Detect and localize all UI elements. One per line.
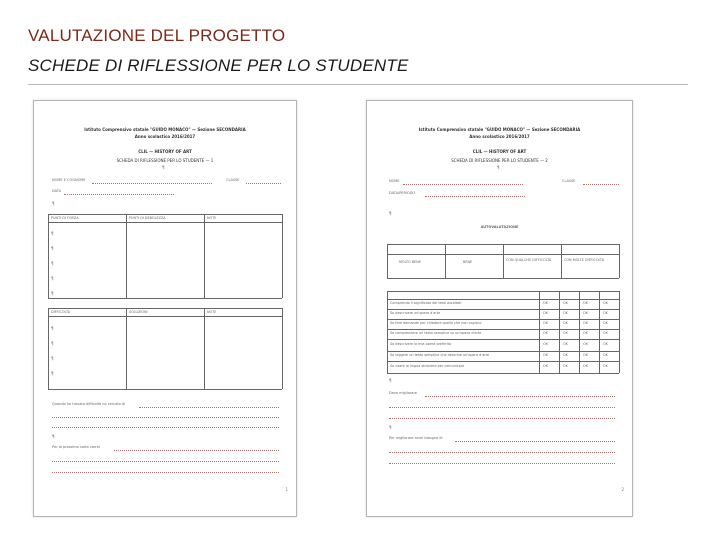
skill-rating-cell: OK: [583, 353, 588, 357]
skill-rating-cell: OK: [563, 353, 568, 357]
page2-header-sheet: SCHEDA DI RIFLESSIONE PER LO STUDENTE — 2: [451, 158, 548, 163]
skill-rating-cell: OK: [583, 364, 588, 368]
skill-rating-cell: OK: [543, 321, 548, 325]
skill-row: So comprendere un testo semplice su un'opera d'arte: [390, 331, 482, 335]
page2-header-year: Anno scolastico 2016/2017: [469, 134, 530, 139]
skill-rating-cell: OK: [583, 342, 588, 346]
skill-row: So fare domande per chiedere quello che non capisco: [390, 321, 482, 325]
skill-rating-cell: OK: [603, 311, 608, 315]
skill-rating-cell: OK: [583, 311, 588, 315]
slide-title: VALUTAZIONE DEL PROGETTO: [28, 26, 286, 45]
page2-autovalutazione: AUTOVALUTAZIONE: [480, 225, 519, 229]
skill-rating-cell: OK: [543, 311, 548, 315]
page2-question-2: Per migliorare avrei bisogno di: [389, 436, 443, 440]
skill-rating-cell: OK: [563, 342, 568, 346]
page2-name-label: NOME: [389, 179, 400, 183]
page1-question-1: Quando ho trovato difficoltà ho cercato di: [52, 402, 126, 406]
title-underline: [28, 84, 688, 85]
skill-rating-cell: OK: [583, 331, 588, 335]
skill-rating-cell: OK: [543, 301, 548, 305]
page1-header-sheet: SCHEDA DI RIFLESSIONE PER LO STUDENTE — 1: [116, 158, 214, 163]
skill-rating-cell: OK: [563, 311, 568, 315]
skill-row: Comprendo il significato dei testi ascoltati: [390, 301, 462, 305]
skill-rating-cell: OK: [583, 321, 588, 325]
page1-date-label: DATA: [52, 189, 62, 193]
reflection-sheet-page-2: Istituto Comprensivo statale "GUIDO MONACO" — Sezione SECONDARIA Anno scolastico 2016/2017 CLIL — HISTORY OF ART SCHEDA DI RIFLESSIONE PER LO STUDENTE — 2 ¶ NOME CLASSE DATA/PERIODO ¶ AUTOVALUTAZIONE MOLTO BENE BENE CON QUALCHE DIFFICOLTÀ CON MOLTE DIFFICOLTÀ Comprendo il significato dei testi ascoltati So descrivere un'opera d'arte So fare domande per chiedere quello che non capisco So comprendere un testo semplice su un'opera d'arte So descrivere la mia opera preferita So leggere un testo semplice che descrive un'opera d'arte So usare la lingua straniera per comunicare OK OK OK OK OK OK OK OK OK OK OK OK OK OK OK OK OK OK OK OK OK OK OK OK OK OK OK OK ¶ Devo migliorare ¶ Per migliorare avrei bisogno di 2: [366, 100, 633, 517]
page1-header-year: Anno scolastico 2016/2017: [134, 134, 196, 139]
skill-row: So leggere un testo semplice che descrive un'opera d'arte: [390, 353, 490, 357]
skill-rating-cell: OK: [543, 364, 548, 368]
skill-rating-cell: OK: [543, 331, 548, 335]
page2-date-label: DATA/PERIODO: [389, 191, 416, 195]
page1-name-label: NOME E COGNOME: [52, 178, 86, 182]
skill-row: So descrivere la mia opera preferita: [390, 342, 452, 346]
page1-class-label: CLASSE: [226, 178, 240, 182]
page2-class-label: CLASSE: [562, 179, 576, 183]
page2-number: 2: [621, 487, 624, 492]
skill-rating-cell: OK: [603, 331, 608, 335]
page1-header-clil: CLIL — HISTORY OF ART: [138, 149, 192, 154]
slide-subtitle: SCHEDE DI RIFLESSIONE PER LO STUDENTE: [28, 56, 409, 75]
page2-header-clil: CLIL — HISTORY OF ART: [472, 149, 527, 154]
page2-header-school: Istituto Comprensivo statale "GUIDO MONACO" — Sezione SECONDARIA: [418, 127, 581, 132]
skill-rating-cell: OK: [543, 342, 548, 346]
skill-rating-cell: OK: [583, 301, 588, 305]
reflection-sheet-page-1: Istituto Comprensivo statale "GUIDO MONACO" — Sezione SECONDARIA Anno scolastico 2016/2017 CLIL — HISTORY OF ART SCHEDA DI RIFLESSIONE PER LO STUDENTE — 1 ¶ NOME E COGNOME CLASSE DATA ¶ PUNTI DI FORZA PUNTI DI DEBOLEZZA NOTE ¶ ¶ ¶ ¶ ¶ DIFFICOLTÀ SOLUZIONI NOTE ¶ ¶ ¶ ¶ Quando ho trovato difficoltà ho cercato di ¶ Per la prossima volta vorrei 1: [33, 100, 297, 517]
skill-rating-cell: OK: [603, 364, 608, 368]
skill-row: So descrivere un'opera d'arte: [390, 311, 441, 315]
skill-row: So usare la lingua straniera per comunicare: [390, 364, 465, 368]
skill-rating-cell: OK: [603, 301, 608, 305]
skill-rating-cell: OK: [563, 331, 568, 335]
skill-rating-cell: OK: [563, 364, 568, 368]
skill-rating-cell: OK: [543, 353, 548, 357]
skill-rating-cell: OK: [563, 321, 568, 325]
page1-number: 1: [285, 487, 288, 492]
skill-rating-cell: OK: [603, 342, 608, 346]
skill-rating-cell: OK: [603, 321, 608, 325]
page2-question-1: Devo migliorare: [389, 391, 417, 395]
page1-question-2: Per la prossima volta vorrei: [52, 445, 100, 449]
skill-rating-cell: OK: [563, 301, 568, 305]
skill-rating-cell: OK: [603, 353, 608, 357]
page1-header-school: Istituto Comprensivo statale "GUIDO MONACO" — Sezione SECONDARIA: [84, 127, 246, 132]
